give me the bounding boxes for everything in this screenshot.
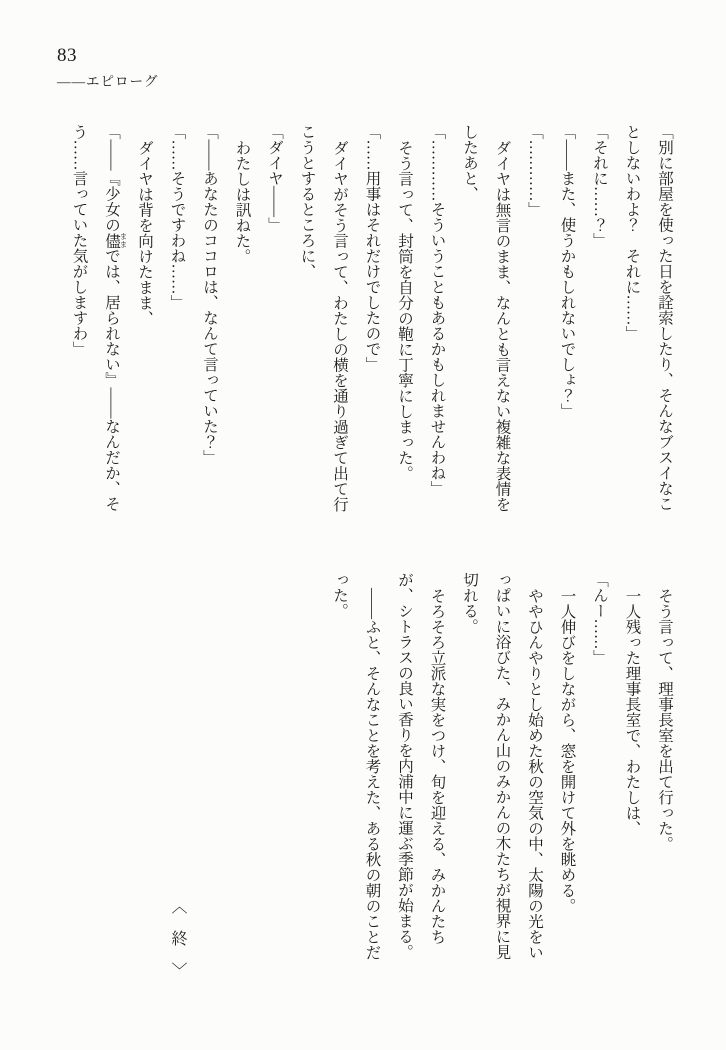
narration-paragraph: 一人伸びをしながら、窓を開けて外を眺める。 [558,587,576,913]
narration-paragraph: ダイヤは無言のまま、なんとも言えない複雑な表情をしたあと、 [461,124,511,512]
dialogue-paragraph: 「——あなたのココロは、なんて言っていた？」 [201,124,218,465]
narration-paragraph: そう言って、理事長室を出て行った。 [656,587,673,851]
dialogue-paragraph: 「……用事はそれだけでしたので」 [363,124,381,372]
page-number: 83 [57,45,77,66]
end-mark: 〈終〉 [169,898,186,994]
ruby-annotation [103,232,128,249]
upper-text-block [62,124,680,516]
lower-text-block [323,572,681,964]
dialogue-paragraph: 「…………そういうこともあるかもしれませんわね」 [428,124,446,496]
dialogue-paragraph: 「別に部屋を使った日を詮索したり、そんなブスイなことしないわよ？ それに……」 [623,124,673,512]
ruby-text: まま [119,232,128,248]
dialogue-paragraph: 「…………」 [526,124,543,217]
dialogue-paragraph-with-ruby [62,124,128,516]
narration-paragraph: ダイヤがそう言って、わたしの横を通り過ぎて出て行こうとするところに、 [298,124,348,512]
narration-paragraph: ややひんやりとし始めた秋の空気の中、太陽の光をいっぱいに浴びた、みかん山のみかんの木たちが視界に見切れる。 [461,572,543,960]
dialogue-paragraph: 「んー……」 [591,572,608,665]
narration-paragraph: ダイヤは背を向けたまま、 [136,139,153,326]
dialogue-paragraph: 「——また、使うかもしれないでしょ？」 [558,124,576,419]
narration-paragraph: ——ふと、そんなことを考えた、ある秋の朝のことだった。 [331,572,381,960]
running-title: ——エピローグ [57,73,159,89]
dialogue-paragraph: 「……そうですわね……」 [168,124,186,310]
narration-paragraph: わたしは訊ねた。 [233,139,251,264]
page-header [57,46,159,90]
narration-paragraph: そろそろ立派な実をつけ、旬を迎える、みかんたちが、シトラスの良い香りを内浦中に運ぶ季節が始まる。 [396,572,446,960]
ruby-base: 儘 [103,232,120,248]
ruby-paragraph-before: 「——『少女の [103,124,120,233]
ruby-paragraph-after: では、居られない』——なんだか、そう……言っていた気がしますわ」 [70,124,120,512]
narration-paragraph: 一人残った理事長室で、わたしは、 [623,587,641,836]
narration-paragraph: そう言って、封筒を自分の鞄に丁寧にしまった。 [396,139,413,481]
dialogue-paragraph: 「それに……？」 [591,124,608,248]
dialogue-paragraph: 「ダイヤ——」 [266,124,283,233]
